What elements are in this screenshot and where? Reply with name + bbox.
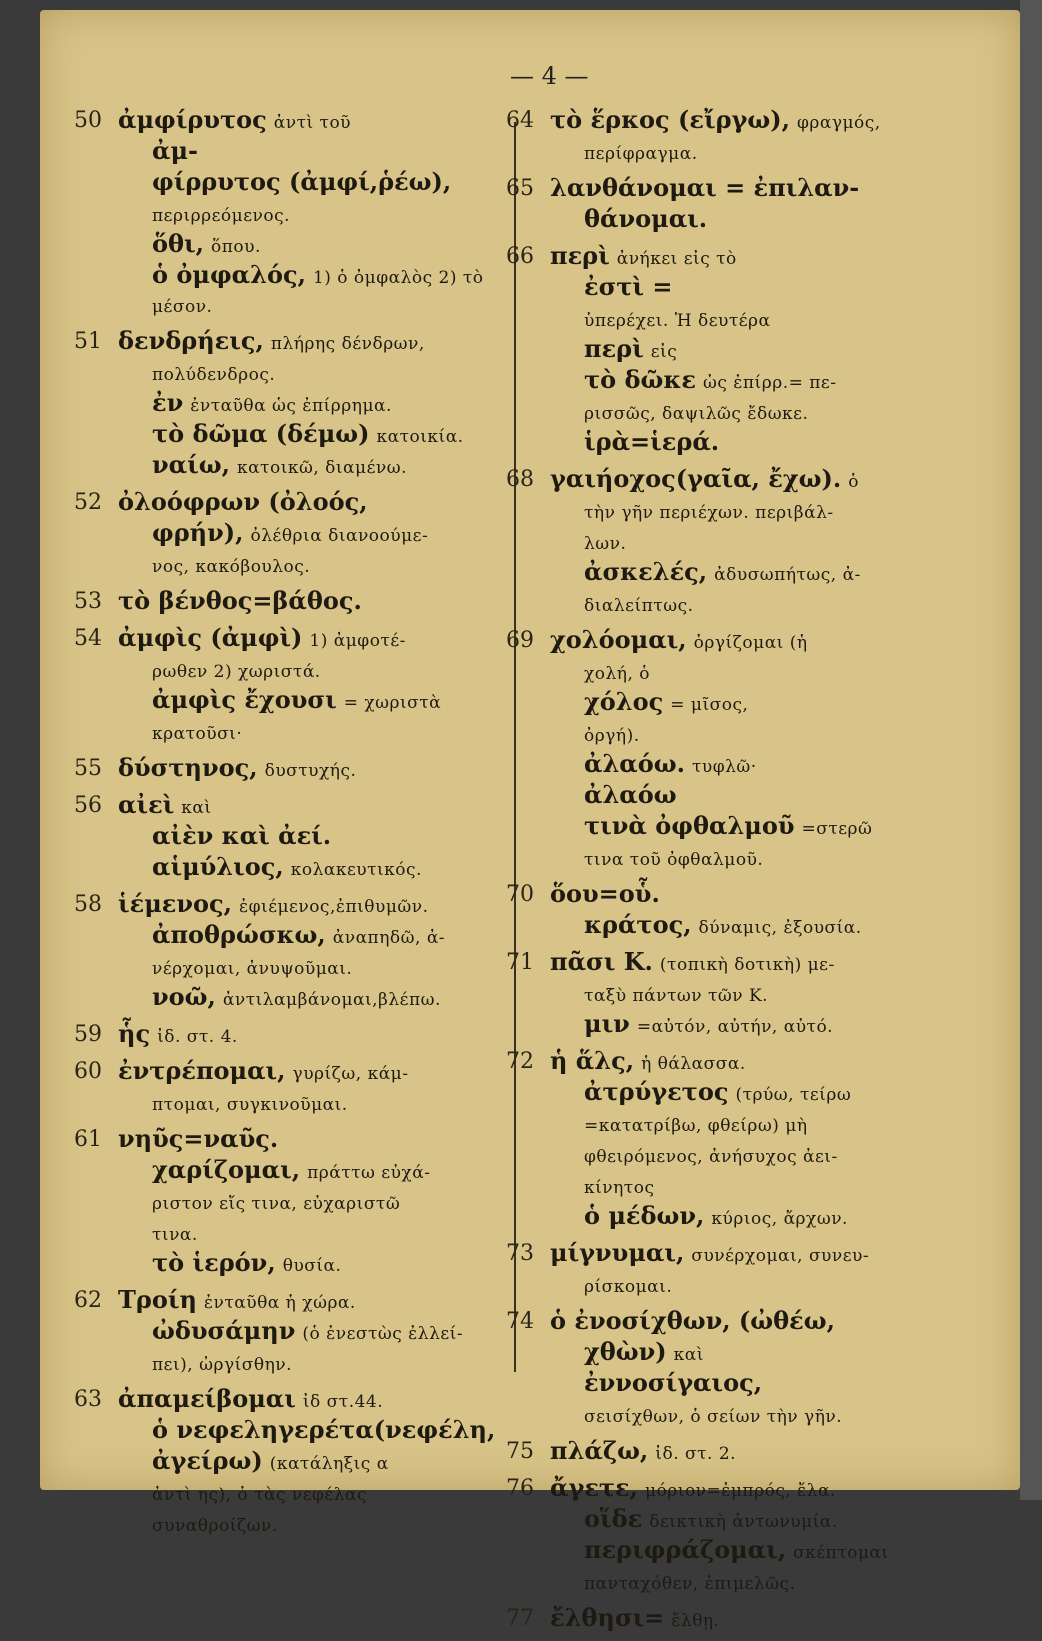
definition: ταξὺ πάντων τῶν Κ.	[584, 986, 769, 1006]
definition: (ὁ ἐνεστὼς ἐλλεί-	[302, 1324, 464, 1344]
entry-number: 54	[74, 626, 102, 651]
headword: τινὰ ὀφθαλμοῦ	[584, 811, 795, 840]
entry-line	[118, 1317, 523, 1348]
glossary-entry	[506, 1238, 990, 1301]
entry-line	[118, 1088, 523, 1119]
entry-line	[118, 1187, 523, 1218]
entry-line	[550, 366, 990, 397]
headword: ἧς	[118, 1019, 151, 1048]
glossary-entry	[74, 487, 523, 581]
entry-line	[550, 1338, 990, 1369]
entry-line	[550, 1604, 990, 1635]
entry-line	[550, 948, 990, 979]
headword: ἱέμενος,	[118, 889, 232, 918]
definition: =κατατρίβω, φθείρω) μὴ	[584, 1116, 808, 1136]
definition: συναθροίζων.	[152, 1516, 278, 1536]
definition: ἰδ στ.44.	[302, 1392, 384, 1412]
entry-number: 66	[506, 244, 534, 269]
entry-line	[118, 327, 523, 358]
entry-line	[550, 1474, 990, 1505]
headword: νηῦς=ναῦς.	[118, 1124, 279, 1153]
definition: καὶ	[181, 798, 212, 818]
definition: ἔλθῃ.	[671, 1611, 720, 1631]
entry-line	[550, 174, 990, 205]
headword: ὁ μέδων,	[584, 1201, 705, 1230]
entry-line	[118, 1218, 523, 1249]
definition: ἐνταῦθα ἡ χώρα.	[203, 1293, 356, 1313]
entry-line	[118, 822, 523, 853]
entry-line	[550, 527, 990, 558]
headword: αἰεὶ	[118, 790, 175, 819]
glossary-entry	[74, 1384, 523, 1540]
entry-number: 61	[74, 1127, 102, 1152]
definition: = χωριστὰ	[343, 693, 442, 713]
headword: τὸ δῶμα (δέμω)	[152, 419, 370, 448]
entry-line	[550, 719, 990, 750]
definition: ρισσῶς, δαψιλῶς ἔδωκε.	[584, 404, 809, 424]
entry-line	[118, 137, 523, 168]
definition: ὀλέθρια διανοούμε-	[250, 526, 429, 546]
headword: δύστηνος,	[118, 753, 258, 782]
headword: ἀποθρώσκω,	[152, 920, 326, 949]
definition: (τοπικὴ δοτικὴ) με-	[659, 955, 835, 975]
headword: ὀλοόφρων (ὀλοός,	[118, 487, 368, 516]
definition: μόριον=ἐμπρός, ἔλα.	[645, 1481, 836, 1501]
entry-line	[550, 626, 990, 657]
headword: ἀμφὶς (ἀμφὶ)	[118, 623, 303, 652]
headword: ὠδυσάμην	[152, 1316, 296, 1345]
entry-number: 60	[74, 1059, 102, 1084]
entry-number: 68	[506, 467, 534, 492]
entry-line	[550, 335, 990, 366]
headword: ἐννοσίγαιος,	[584, 1368, 763, 1397]
headword: ἀμ-	[152, 136, 198, 165]
entry-number: 50	[74, 108, 102, 133]
entry-line	[550, 911, 990, 942]
definition: ὑπερέχει. Ἡ δευτέρα	[584, 311, 771, 331]
entry-line	[118, 624, 523, 655]
entry-number: 70	[506, 882, 534, 907]
headword: κράτος,	[584, 910, 692, 939]
entry-line	[118, 1249, 523, 1280]
definition: =στερῶ	[801, 819, 873, 839]
entry-line	[550, 750, 990, 781]
entry-line	[118, 587, 523, 618]
headword: ἀλαόω	[584, 780, 677, 809]
headword: περὶ	[584, 334, 644, 363]
entry-number: 59	[74, 1022, 102, 1047]
definition: πλήρης δένδρων,	[270, 334, 425, 354]
headword: αἱμύλιος,	[152, 852, 284, 881]
headword: ἔλθησι=	[550, 1603, 665, 1632]
entry-line	[118, 1509, 523, 1540]
entry-line	[550, 812, 990, 843]
entry-number: 65	[506, 176, 534, 201]
entry-line	[118, 550, 523, 581]
definition: ἀντὶ ης), ὁ τὰς νεφέλας	[152, 1485, 368, 1505]
definition: νος, κακόβουλος.	[152, 557, 311, 577]
definition: κίνητος	[584, 1178, 655, 1198]
entry-line	[118, 199, 523, 230]
entry-number: 73	[506, 1241, 534, 1266]
entry-number: 74	[506, 1309, 534, 1334]
entry-line	[550, 1369, 990, 1400]
entry-line	[550, 1078, 990, 1109]
headword: δενδρήεις,	[118, 326, 264, 355]
glossary-entry	[74, 790, 523, 884]
definition: περίφραγμα.	[584, 144, 698, 164]
entry-line	[550, 1505, 990, 1536]
definition: σεισίχθων, ὁ σείων τὴν γῆν.	[584, 1407, 843, 1427]
definition: ὀργή).	[584, 726, 640, 746]
headword: ἀπαμείβομαι	[118, 1384, 296, 1413]
headword: γαιήοχος(γαῖα, ἔχω).	[550, 464, 842, 493]
entry-number: 69	[506, 628, 534, 653]
entry-line	[118, 358, 523, 389]
definition: ἀντὶ τοῦ	[273, 113, 352, 133]
entry-line	[550, 688, 990, 719]
entry-line	[550, 1140, 990, 1171]
headword: χολόομαι,	[550, 625, 687, 654]
glossary-entry	[74, 1285, 523, 1379]
definition: φθειρόμενος, ἀνήσυχος ἀει-	[584, 1147, 838, 1167]
glossary-entry	[74, 623, 523, 748]
entry-line	[550, 1171, 990, 1202]
entry-line	[118, 420, 523, 451]
definition: ἐφιέμενος,ἐπιθυμῶν.	[239, 897, 429, 917]
headword: ὁ νεφεληγερέτα(νεφέλη,	[152, 1415, 496, 1444]
definition: καὶ	[673, 1345, 704, 1365]
definition: εἰς	[650, 342, 678, 362]
definition: τὴν γῆν περιέχων. περιβάλ-	[584, 503, 834, 523]
definition: σκέπτομαι	[793, 1543, 889, 1563]
entry-line	[550, 1010, 990, 1041]
page-number: — 4 —	[510, 62, 589, 90]
headword: μίγνυμαι,	[550, 1238, 685, 1267]
definition: ἐνταῦθα ὡς ἐπίρρημα.	[190, 396, 392, 416]
entry-line	[118, 921, 523, 952]
entry-line	[550, 428, 990, 459]
headword: φίρρυτος (ἀμφί,ῥέω),	[152, 167, 452, 196]
entry-number: 75	[506, 1439, 534, 1464]
entry-line	[118, 168, 523, 199]
entry-number: 77	[506, 1606, 534, 1631]
definition: ρίσκομαι.	[584, 1277, 673, 1297]
entry-line	[118, 791, 523, 822]
glossary-entry	[506, 1473, 990, 1598]
entry-line	[118, 717, 523, 748]
glossary-entry	[74, 326, 523, 482]
headword: ναίω,	[152, 450, 230, 479]
headword: ἀγείρω)	[152, 1446, 263, 1475]
headword: ὁ ἐνοσίχθων, (ὠθέω,	[550, 1306, 835, 1335]
entry-line	[118, 1348, 523, 1379]
entry-line	[550, 465, 990, 496]
entry-line	[550, 880, 990, 911]
headword: ὅθι,	[152, 229, 204, 258]
entry-line	[550, 589, 990, 620]
headword: νοῶ,	[152, 982, 216, 1011]
entry-line	[550, 205, 990, 236]
headword: ἐντρέπομαι,	[118, 1056, 286, 1085]
headword: ὅου=οὗ.	[550, 879, 660, 908]
entry-line	[118, 1416, 523, 1447]
headword: τὸ ἕρκος (εἴργω),	[550, 105, 790, 134]
headword: ἱρὰ=ἱερά.	[584, 427, 720, 456]
glossary-entry	[74, 889, 523, 1014]
glossary-entry	[506, 947, 990, 1041]
definition: κατοικῶ, διαμένω.	[236, 458, 407, 478]
entry-number: 51	[74, 329, 102, 354]
definition: κύριος, ἄρχων.	[711, 1209, 848, 1229]
entry-line	[118, 890, 523, 921]
headword: ἀσκελές,	[584, 557, 708, 586]
entry-line	[550, 137, 990, 168]
definition: τυφλῶ·	[691, 757, 757, 777]
entry-line	[118, 1385, 523, 1416]
definition: ἡ θάλασσα.	[641, 1054, 746, 1074]
headword: τὸ βένθος=βάθος.	[118, 586, 362, 615]
definition: δύναμις, ἐξουσία.	[698, 918, 862, 938]
entry-line	[550, 496, 990, 527]
entry-line	[118, 519, 523, 550]
definition: λων.	[584, 534, 627, 554]
entry-line	[118, 754, 523, 785]
entry-line	[118, 1156, 523, 1187]
headword: ἐν	[152, 388, 184, 417]
definition: τινα τοῦ ὀφθαλμοῦ.	[584, 850, 764, 870]
headword: ἀτρύγετος	[584, 1077, 729, 1106]
headword: ἄγετε,	[550, 1473, 638, 1502]
entry-line	[550, 1536, 990, 1567]
headword: φρήν),	[152, 518, 244, 547]
entry-number: 71	[506, 950, 534, 975]
glossary-entry	[74, 1124, 523, 1280]
headword: περὶ	[550, 241, 610, 270]
entry-line	[550, 979, 990, 1010]
glossary-entry	[506, 1046, 990, 1233]
glossary-entry	[74, 586, 523, 618]
definition: ἰδ. στ. 2.	[655, 1444, 737, 1464]
headword: λανθάνομαι = ἐπιλαν-	[550, 173, 860, 202]
definition: φραγμός,	[796, 113, 881, 133]
definition: πανταχόθεν, ἐπιμελῶς.	[584, 1574, 796, 1594]
book-binding	[1020, 0, 1042, 1500]
entry-line	[550, 1567, 990, 1598]
glossary-entry	[74, 753, 523, 785]
definition: χολή, ὁ	[584, 664, 651, 684]
headword: θάνομαι.	[584, 204, 708, 233]
glossary-entry	[506, 173, 990, 236]
headword: ἀλαόω.	[584, 749, 685, 778]
entry-line	[550, 558, 990, 589]
definition: νέρχομαι, ἀνυψοῦμαι.	[152, 959, 353, 979]
definition: = μῖσος,	[670, 695, 749, 715]
headword: μιν	[584, 1009, 630, 1038]
entry-line	[550, 1270, 990, 1301]
definition: ὀργίζομαι (ἡ	[693, 633, 808, 653]
entry-line	[118, 1057, 523, 1088]
glossary-entry	[506, 625, 990, 874]
entry-line	[550, 397, 990, 428]
glossary-entry	[74, 1019, 523, 1051]
entry-line	[118, 389, 523, 420]
entry-line	[550, 1437, 990, 1468]
entry-line	[550, 304, 990, 335]
glossary-entry	[506, 1306, 990, 1431]
entry-number: 72	[506, 1049, 534, 1074]
entry-line	[118, 488, 523, 519]
definition: διαλείπτως.	[584, 596, 694, 616]
entry-number: 62	[74, 1288, 102, 1313]
entry-number: 63	[74, 1387, 102, 1412]
headword: Τροίη	[118, 1285, 197, 1314]
entry-number: 64	[506, 108, 534, 133]
entry-line	[118, 261, 523, 321]
definition: 1) ἀμφοτέ-	[309, 631, 406, 651]
entry-line	[550, 657, 990, 688]
entry-line	[550, 242, 990, 273]
definition: ρωθεν 2) χωριστά.	[152, 662, 321, 682]
book-page	[40, 10, 1020, 1632]
definition: πράττω εὐχά-	[307, 1163, 431, 1183]
headword: ἀμφὶς ἔχουσι	[152, 685, 337, 714]
definition: ἀνήκει εἰς τὸ	[616, 249, 737, 269]
entry-number: 53	[74, 589, 102, 614]
definition: περιρρεόμενος.	[152, 206, 291, 226]
definition: κατοικία.	[376, 427, 464, 447]
entry-line	[550, 1047, 990, 1078]
definition: κρατοῦσι·	[152, 724, 243, 744]
entry-number: 76	[506, 1476, 534, 1501]
entry-line	[550, 1239, 990, 1270]
glossary-entry	[74, 1056, 523, 1119]
definition: θυσία.	[282, 1256, 342, 1276]
entry-line	[550, 273, 990, 304]
headword: ἀμφίρυτος	[118, 105, 267, 134]
headword: χαρίζομαι,	[152, 1155, 301, 1184]
entry-number: 56	[74, 793, 102, 818]
right-column	[506, 105, 990, 1641]
entry-number: 55	[74, 756, 102, 781]
definition: ριστον εἴς τινα, εὐχαριστῶ	[152, 1194, 401, 1214]
entry-line	[550, 1400, 990, 1431]
headword: τὸ ἱερόν,	[152, 1248, 276, 1277]
glossary-entry	[74, 105, 523, 321]
definition: ὁ	[848, 472, 859, 492]
entry-number: 52	[74, 490, 102, 515]
entry-line	[118, 983, 523, 1014]
definition: πολύδενδρος.	[152, 365, 276, 385]
definition: πει), ὠργίσθην.	[152, 1355, 293, 1375]
definition: ἀντιλαμβάνομαι,βλέπω.	[222, 990, 441, 1010]
left-column	[74, 105, 523, 1546]
column-divider	[514, 122, 516, 1372]
definition: ἀδυσωπήτως, ἀ-	[714, 565, 861, 585]
definition: (κατάληξις α	[269, 1454, 389, 1474]
definition: =αὐτόν, αὐτήν, αὐτό.	[636, 1017, 834, 1037]
entry-number: 58	[74, 892, 102, 917]
entry-line	[118, 1020, 523, 1051]
definition: 1) ὁ ὀμφαλὸς 2) τὸ μέσον.	[152, 268, 484, 317]
glossary-entry	[506, 1603, 990, 1635]
headword: αἰὲν καὶ ἀεί.	[152, 821, 332, 850]
definition: τινα.	[152, 1225, 198, 1245]
entry-line	[550, 1109, 990, 1140]
entry-line	[550, 1307, 990, 1338]
entry-line	[118, 655, 523, 686]
headword: ὁ ὀμφαλός,	[152, 260, 306, 289]
headword: ἐστὶ =	[584, 272, 673, 301]
glossary-entry	[506, 879, 990, 942]
headword: πλάζω,	[550, 1436, 649, 1465]
glossary-entry	[506, 241, 990, 459]
entry-line	[118, 230, 523, 261]
entry-line	[118, 1478, 523, 1509]
headword: χθὼν)	[584, 1337, 667, 1366]
definition: ἀναπηδῶ, ἀ-	[332, 928, 446, 948]
entry-line	[118, 1286, 523, 1317]
entry-line	[118, 686, 523, 717]
definition: δυστυχής.	[264, 761, 357, 781]
headword: τὸ δῶκε	[584, 365, 696, 394]
definition: κολακευτικός.	[290, 860, 422, 880]
headword: οἵδε	[584, 1504, 643, 1533]
headword: πᾶσι Κ.	[550, 947, 653, 976]
entry-line	[118, 1125, 523, 1156]
entry-line	[550, 1202, 990, 1233]
headword: χόλος	[584, 687, 664, 716]
entry-line	[118, 451, 523, 482]
entry-line	[118, 1447, 523, 1478]
definition: δεικτικὴ ἀντωνυμία.	[649, 1512, 838, 1532]
headword: ἡ ἅλς,	[550, 1046, 635, 1075]
definition: πτομαι, συγκινοῦμαι.	[152, 1095, 348, 1115]
headword: περιφράζομαι,	[584, 1535, 787, 1564]
glossary-entry	[506, 1436, 990, 1468]
definition: γυρίζω, κάμ-	[292, 1064, 409, 1084]
entry-line	[118, 853, 523, 884]
entry-line	[118, 952, 523, 983]
definition: συνέρχομαι, συνευ-	[691, 1246, 870, 1266]
definition: ἰδ. στ. 4.	[157, 1027, 238, 1047]
glossary-entry	[506, 105, 990, 168]
entry-line	[550, 843, 990, 874]
glossary-entry	[506, 464, 990, 620]
definition: ὅπου.	[210, 237, 261, 257]
definition: (τρύω, τείρω	[735, 1085, 852, 1105]
entry-line	[550, 781, 990, 812]
definition: ὡς ἐπίρρ.= πε-	[702, 373, 837, 393]
entry-line	[550, 106, 990, 137]
entry-line	[118, 106, 523, 137]
